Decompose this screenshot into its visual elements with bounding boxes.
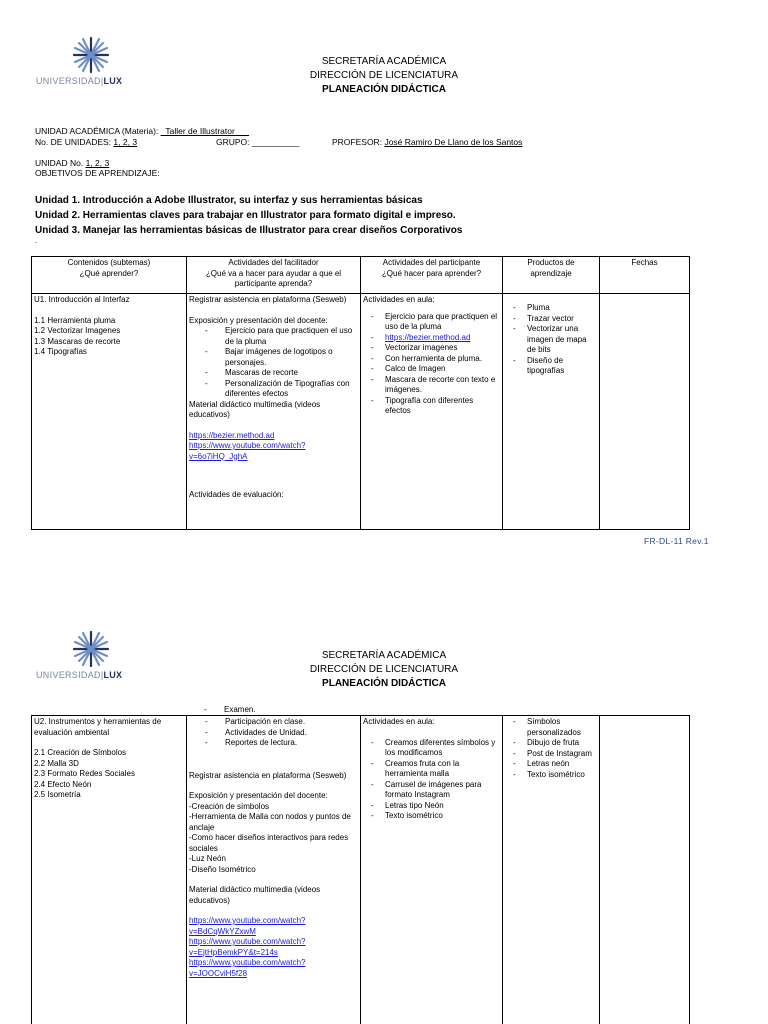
list-item: 2.5 Isometría (34, 790, 81, 799)
header-line-2: DIRECCIÓN DE LICENCIATURA (309, 664, 459, 675)
unit1-participant-list (363, 312, 500, 417)
unit1-facilitator-list (189, 326, 358, 400)
header-line-3: PLANEACIÓN DIDÁCTICA (322, 84, 446, 95)
table-header-row (32, 257, 690, 294)
unit1-evaluation-carryover (188, 705, 358, 716)
list-item: - Participación en clase. (189, 717, 358, 728)
objective-unit-3: Unidad 3. Manejar las herramientas básicas de Illustrator para crear diseños Corporativos (35, 225, 463, 236)
planning-table-1 (31, 256, 690, 530)
list-item: - Vectorizar una imagen de mapa de bits (505, 324, 597, 356)
university-logo (36, 628, 146, 684)
list-item: - Tipografía con diferentes efectos (363, 396, 500, 417)
list-item: - Ejercicio para que practiquen el uso de la pluma (189, 326, 358, 347)
list-item: - Actividades de Unidad. (189, 728, 358, 739)
document-header (250, 649, 518, 691)
unit2-contenidos-cell (32, 716, 187, 1024)
list-item (363, 333, 500, 344)
unit1-facilitator-intro: Registrar asistencia en plataforma (Sesweb) (189, 295, 347, 304)
unit1-participante-cell (361, 294, 503, 530)
unit2-participant-intro: Actividades en aula: (363, 717, 435, 726)
unit1-facilitador-cell (187, 294, 361, 530)
objectives-list (35, 193, 462, 238)
list-item: - Con herramienta de pluma. (363, 354, 500, 365)
form-code: FR-DL-11 Rev.1 (644, 536, 709, 546)
list-item: -Herramienta de Malla con nodos y puntos de anclaje (189, 812, 351, 832)
unit2-participant-list (363, 738, 500, 822)
list-item: - Texto isométrico (505, 770, 597, 781)
unit1-fechas-cell (600, 294, 690, 530)
unit1-productos-cell (503, 294, 600, 530)
list-item: - Letras neón (505, 759, 597, 770)
logo-star-icon (36, 34, 146, 78)
header-participante: Actividades del participante ¿Qué hacer para aprender? (361, 257, 503, 294)
list-item: 2.4 Efecto Neón (34, 779, 92, 789)
unit2-facilitador-cell (187, 716, 361, 1024)
list-item: - Personalización de Tipografías con diferentes efectos (189, 379, 358, 400)
list-item: - Creamos diferentes símbolos y los modificamos (363, 738, 500, 759)
list-item: - Vectorizar imagenes (363, 343, 500, 354)
list-item: - Bajar imágenes de logotipos o personajes. (189, 347, 358, 368)
header-contenidos: Contenidos (subtemas) ¿Qué aprender? (32, 257, 187, 294)
list-item: - Carrusel de imágenes para formato Instagram (363, 780, 500, 801)
unit1-title: U1. Introducción al Interfaz (34, 295, 130, 304)
stray-dot: . (35, 236, 38, 245)
list-item: - Creamos fruta con la herramienta malla (363, 759, 500, 780)
unit2-link-youtube-3[interactable]: https://www.youtube.com/watch?v=JOOCviH5f28 (189, 958, 306, 978)
list-item: 1.3 Mascaras de recorte (34, 336, 121, 346)
unit2-material: Material didáctico multimedia (videos educativos) (189, 885, 321, 905)
meta-unidad-academica: UNIDAD ACADÉMICA (Materia): _Taller de Illustrator___ (35, 126, 250, 136)
unit1-material: Material didáctico multimedia (videos educativos) (189, 399, 321, 419)
list-item: - Reportes de lectura. (189, 738, 358, 749)
objective-unit-2: Unidad 2. Herramientas claves para trabajar en Illustrator para formato digital e impreso. (35, 210, 456, 221)
list-item: 1.4 Tipografías (34, 347, 87, 356)
list-item: - Mascaras de recorte (189, 368, 358, 379)
list-item: - Letras tipo Neón (363, 801, 500, 812)
list-item: 2.2 Malla 3D (34, 758, 79, 768)
unit2-link-youtube-1[interactable]: https://www.youtube.com/watch?v=BdCqWkYZxwM (189, 916, 306, 936)
unit1-facilitator-expo: Exposición y presentación del docente: (189, 315, 328, 325)
header-fechas: Fechas (600, 257, 690, 294)
unit1-participant-intro: Actividades en aula: (363, 295, 435, 304)
list-item: - Calco de Imagen (363, 364, 500, 375)
meta-profesor: PROFESOR: José Ramiro De Llano de los Santos (332, 137, 523, 147)
list-item: - Post de Instagram (505, 749, 597, 760)
list-item: - Pluma (505, 303, 597, 314)
header-line-2: DIRECCIÓN DE LICENCIATURA (309, 70, 459, 81)
unit2-facilitator-intro: Registrar asistencia en plataforma (Sesweb) (189, 770, 347, 780)
list-item: - Texto isométrico (363, 811, 500, 822)
objective-unit-1: Unidad 1. Introducción a Adobe Illustrator, su interfaz y sus herramientas básicas (35, 195, 423, 206)
unit2-link-youtube-2[interactable]: https://www.youtube.com/watch?v=EjtHpBemkPY&t=214s (189, 937, 306, 957)
document-header (250, 55, 518, 97)
unit2-facilitator-expo: Exposición y presentación del docente: (189, 791, 328, 800)
list-item: 1.2 Vectorizar Imagenes (34, 326, 121, 335)
unit1-participant-link[interactable]: https://bezier.method.ad (385, 332, 471, 342)
list-item: - Mascara de recorte con texto e imágenes. (363, 375, 500, 396)
header-line-1: SECRETARÍA ACADÉMICA (321, 56, 447, 67)
list-item: 2.1 Creación de Símbolos (34, 748, 127, 757)
list-item: -Como hacer diseños interactivos para redes sociales (189, 833, 349, 853)
unit1-products-list (505, 303, 597, 377)
unit2-products-list (505, 717, 597, 780)
list-item: -Diseño Isométrico (189, 864, 256, 874)
unit2-fechas-cell (600, 716, 690, 1024)
logo-star-icon (36, 628, 146, 672)
list-item: - Ejercicio para que practiquen el uso de la pluma (363, 312, 500, 333)
logo-wordmark: UNIVERSIDAD|LUX (36, 76, 123, 86)
unit1-evaluation-list (189, 717, 358, 749)
list-item: - Trazar vector (505, 314, 597, 325)
unit1-contenidos-cell (32, 294, 187, 530)
unit2-participante-cell (361, 716, 503, 1024)
header-productos: Productos de aprendizaje (503, 257, 600, 294)
unit1-link-youtube[interactable]: https://www.youtube.com/watch?v=6o7iHQ_JghA (189, 441, 306, 461)
list-item: - Examen. (188, 705, 358, 716)
unit1-evaluation: Actividades de evaluación: (189, 490, 284, 499)
unit1-link-bezier[interactable]: https://bezier.method.ad (189, 430, 275, 440)
logo-wordmark: UNIVERSIDAD|LUX (36, 670, 123, 680)
list-item: 1.1 Herramienta pluma (34, 315, 116, 325)
meta-grupo: GRUPO: __________ (216, 137, 300, 147)
list-item: - Dibujo de fruta (505, 738, 597, 749)
header-facilitador: Actividades del facilitador ¿Qué va a hacer para ayudar a que el participante aprenda? (187, 257, 361, 294)
planning-table-2 (31, 715, 690, 1024)
list-item: -Creación de símbolos (189, 801, 270, 811)
table-row-unit-1 (32, 294, 690, 530)
university-logo (36, 34, 146, 90)
header-line-1: SECRETARÍA ACADÉMICA (321, 650, 447, 661)
unit2-title: U2. Instrumentos y herramientas de evaluación ambiental (34, 717, 162, 737)
list-item: -Luz Neón (189, 854, 226, 863)
meta-num-unidades: No. DE UNIDADES: 1, 2, 3 (35, 137, 138, 147)
list-item: - Símbolos personalizados (505, 717, 597, 738)
list-item: - Diseño de tipografías (505, 356, 597, 377)
meta-unidad-no: UNIDAD No. 1, 2, 3 (35, 158, 110, 168)
meta-objetivos-label: OBJETIVOS DE APRENDIZAJE: (35, 168, 160, 178)
unit2-productos-cell (503, 716, 600, 1024)
list-item: 2.3 Formato Redes Sociales (34, 769, 135, 778)
header-line-3: PLANEACIÓN DIDÁCTICA (322, 678, 446, 689)
document-page-2 (0, 620, 768, 1024)
table-row-unit-2 (32, 716, 690, 1024)
